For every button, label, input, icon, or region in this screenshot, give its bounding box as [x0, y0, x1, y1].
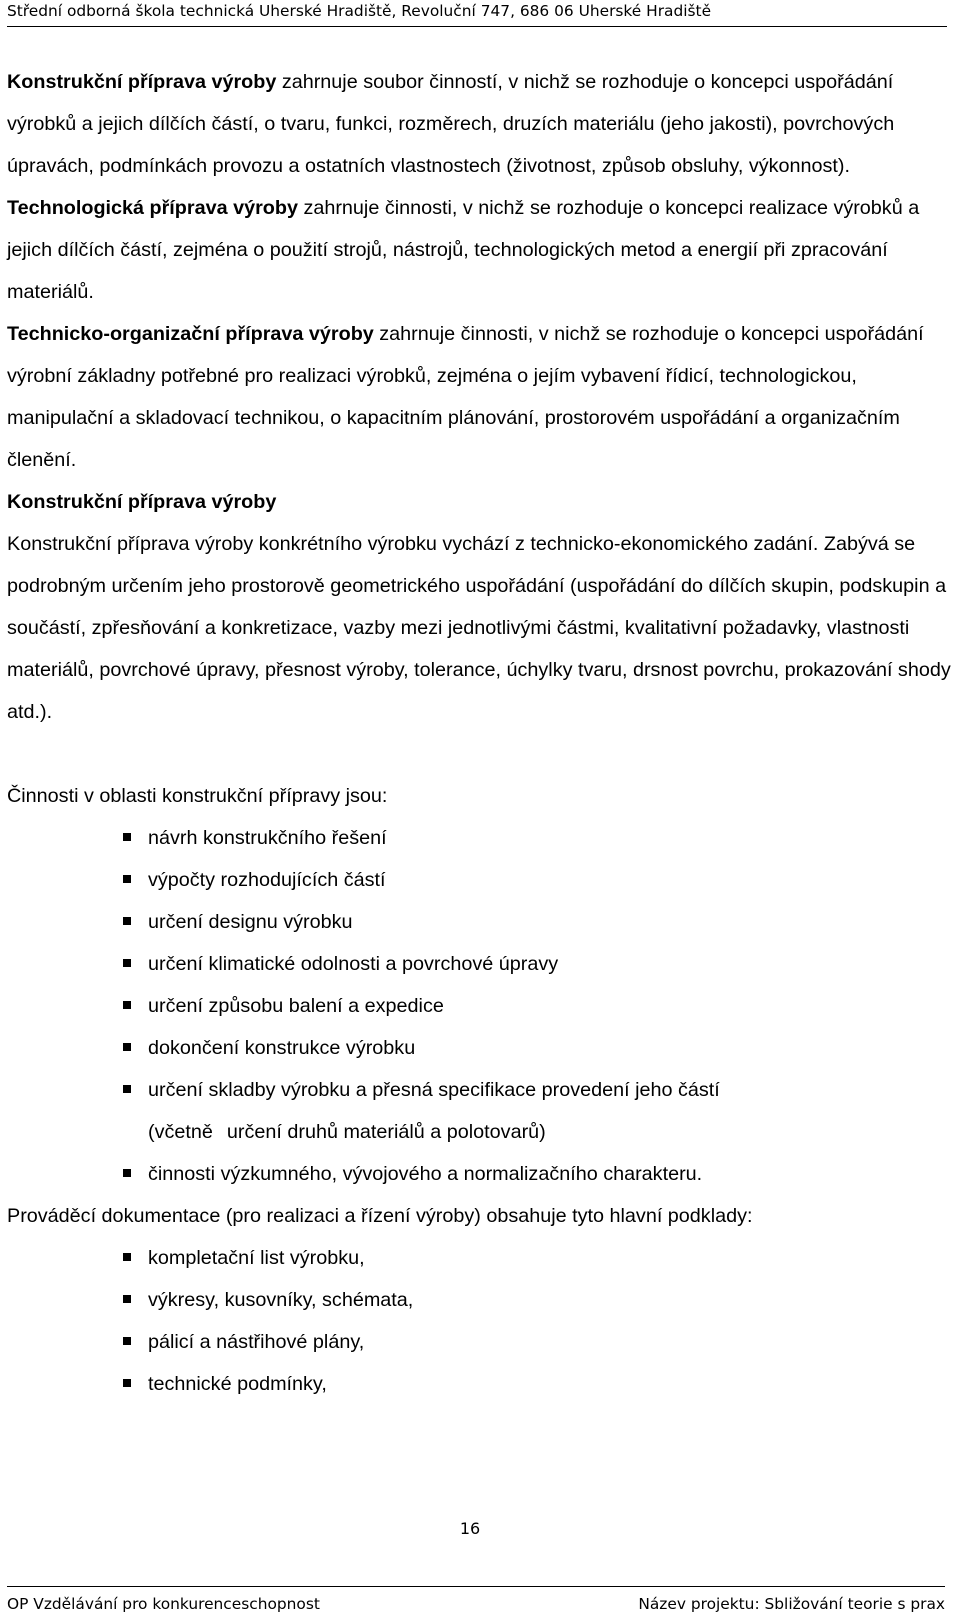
page-footer	[7, 1586, 945, 1618]
term-technicko-organizacni: Technicko-organizační příprava výroby	[7, 323, 374, 345]
list-item-text: činnosti výzkumného, vývojového a normalizačního charakteru.	[148, 1163, 703, 1185]
square-bullet-icon	[123, 1043, 131, 1051]
activities-list-end	[7, 1153, 953, 1195]
list-item	[7, 859, 953, 901]
list-item-text: výkresy, kusovníky, schémata,	[148, 1289, 414, 1311]
list-item-text: výpočty rozhodujících částí	[148, 869, 386, 891]
list-item	[7, 1279, 953, 1321]
list-item-text: určení způsobu balení a expedice	[148, 995, 444, 1017]
documentation-list	[7, 1237, 953, 1405]
footer-right: Název projektu: Sbližování teorie s prax	[638, 1595, 945, 1613]
activities-list	[7, 817, 953, 1111]
list-item	[7, 1069, 953, 1111]
square-bullet-icon	[123, 833, 131, 841]
list-item-text: technické podmínky,	[148, 1373, 327, 1395]
square-bullet-icon	[123, 1253, 131, 1261]
header-text: Střední odborná škola technická Uherské Hradiště, Revoluční 747, 686 06 Uherské Hradiště	[7, 2, 712, 20]
section-heading-text: Konstrukční příprava výroby	[7, 491, 277, 513]
term-technologicka: Technologická příprava výroby	[7, 197, 298, 219]
footer-left: OP Vzdělávání pro konkurenceschopnost	[7, 1595, 320, 1613]
list-item-text: kompletační list výrobku,	[148, 1247, 365, 1269]
paragraph-technicko-organizacni	[7, 313, 953, 481]
paragraph-technologicka	[7, 187, 953, 313]
list-item-text: určení designu výrobku	[148, 911, 353, 933]
square-bullet-icon	[123, 1001, 131, 1009]
continuation-part2: určení druhů materiálů a polotovarů)	[226, 1121, 546, 1143]
list-item-continuation	[7, 1111, 953, 1153]
list-item	[7, 817, 953, 859]
square-bullet-icon	[123, 917, 131, 925]
list-item	[7, 1153, 953, 1195]
list-item-text: určení skladby výrobku a přesná specifikace provedení jeho částí	[148, 1079, 720, 1101]
list-item	[7, 1321, 953, 1363]
square-bullet-icon	[123, 1169, 131, 1177]
list-item	[7, 901, 953, 943]
square-bullet-icon	[123, 1337, 131, 1345]
square-bullet-icon	[123, 1085, 131, 1093]
paragraph-zadani: Konstrukční příprava výroby konkrétního výrobku vychází z technicko-ekonomického zadání. Zabývá se podrobným určením jeho prostorově geometrického uspořádání (uspořádání do dílčích skupin, podskupin a součástí, zpřesňování a konkretizace, vazby mezi jednotlivými částmi, kvalitativní požadavky, vlastnosti materiálů, povrchové úpravy, přesnost výroby, tolerance, úchylky tvaru, drsnost povrchu, prokazování shody atd.).	[7, 533, 951, 723]
list-item	[7, 943, 953, 985]
continuation-part1: (včetně	[148, 1121, 213, 1143]
list-item-text: návrh konstrukčního řešení	[148, 827, 387, 849]
blank-line	[7, 733, 953, 775]
page-number: 16	[459, 1519, 481, 1538]
section-heading	[7, 481, 953, 523]
list-item-text: dokončení konstrukce výrobku	[148, 1037, 416, 1059]
list-item	[7, 1237, 953, 1279]
list-item	[7, 1027, 953, 1069]
list-item	[7, 985, 953, 1027]
list-item-text: pálicí a nástřihové plány,	[148, 1331, 365, 1353]
square-bullet-icon	[123, 1295, 131, 1303]
square-bullet-icon	[123, 959, 131, 967]
list1-intro: Činnosti v oblasti konstrukční přípravy jsou:	[7, 785, 388, 807]
square-bullet-icon	[123, 875, 131, 883]
paragraph-technicko-organizacni-text: zahrnuje činnosti, v nichž se rozhoduje o koncepci uspořádání výrobní základny potřebné pro realizaci výrobků, zejména o jejím vybavení řídicí, technologickou, manipulační a skladovací technikou, o kapacitním plánování, prostorovém uspořádání a organizačním členění.	[7, 323, 924, 471]
paragraph-konstrukcni	[7, 61, 953, 187]
list-item-text: určení klimatické odolnosti a povrchové úpravy	[148, 953, 559, 975]
page-header	[7, 0, 947, 27]
square-bullet-icon	[123, 1379, 131, 1387]
paragraph-technologicka-text: zahrnuje činnosti, v nichž se rozhoduje o koncepci realizace výrobků a jejich dílčích částí, zejména o použití strojů, nástrojů, technologických metod a energií při zpracování materiálů.	[7, 197, 920, 303]
document-body	[7, 61, 953, 1405]
term-konstrukcni: Konstrukční příprava výroby	[7, 71, 277, 93]
list-item	[7, 1363, 953, 1405]
list2-intro: Prováděcí dokumentace (pro realizaci a řízení výroby) obsahuje tyto hlavní podklady:	[7, 1205, 753, 1227]
paragraph-konstrukcni-text: zahrnuje soubor činností, v nichž se rozhoduje o koncepci uspořádání výrobků a jejich dílčích částí, o tvaru, funkci, rozměrech, druzích materiálu (jeho jakosti), povrchových úpravách, podmínkách provozu a ostatních vlastnostech (životnost, způsob obsluhy, výkonnost).	[7, 71, 895, 177]
